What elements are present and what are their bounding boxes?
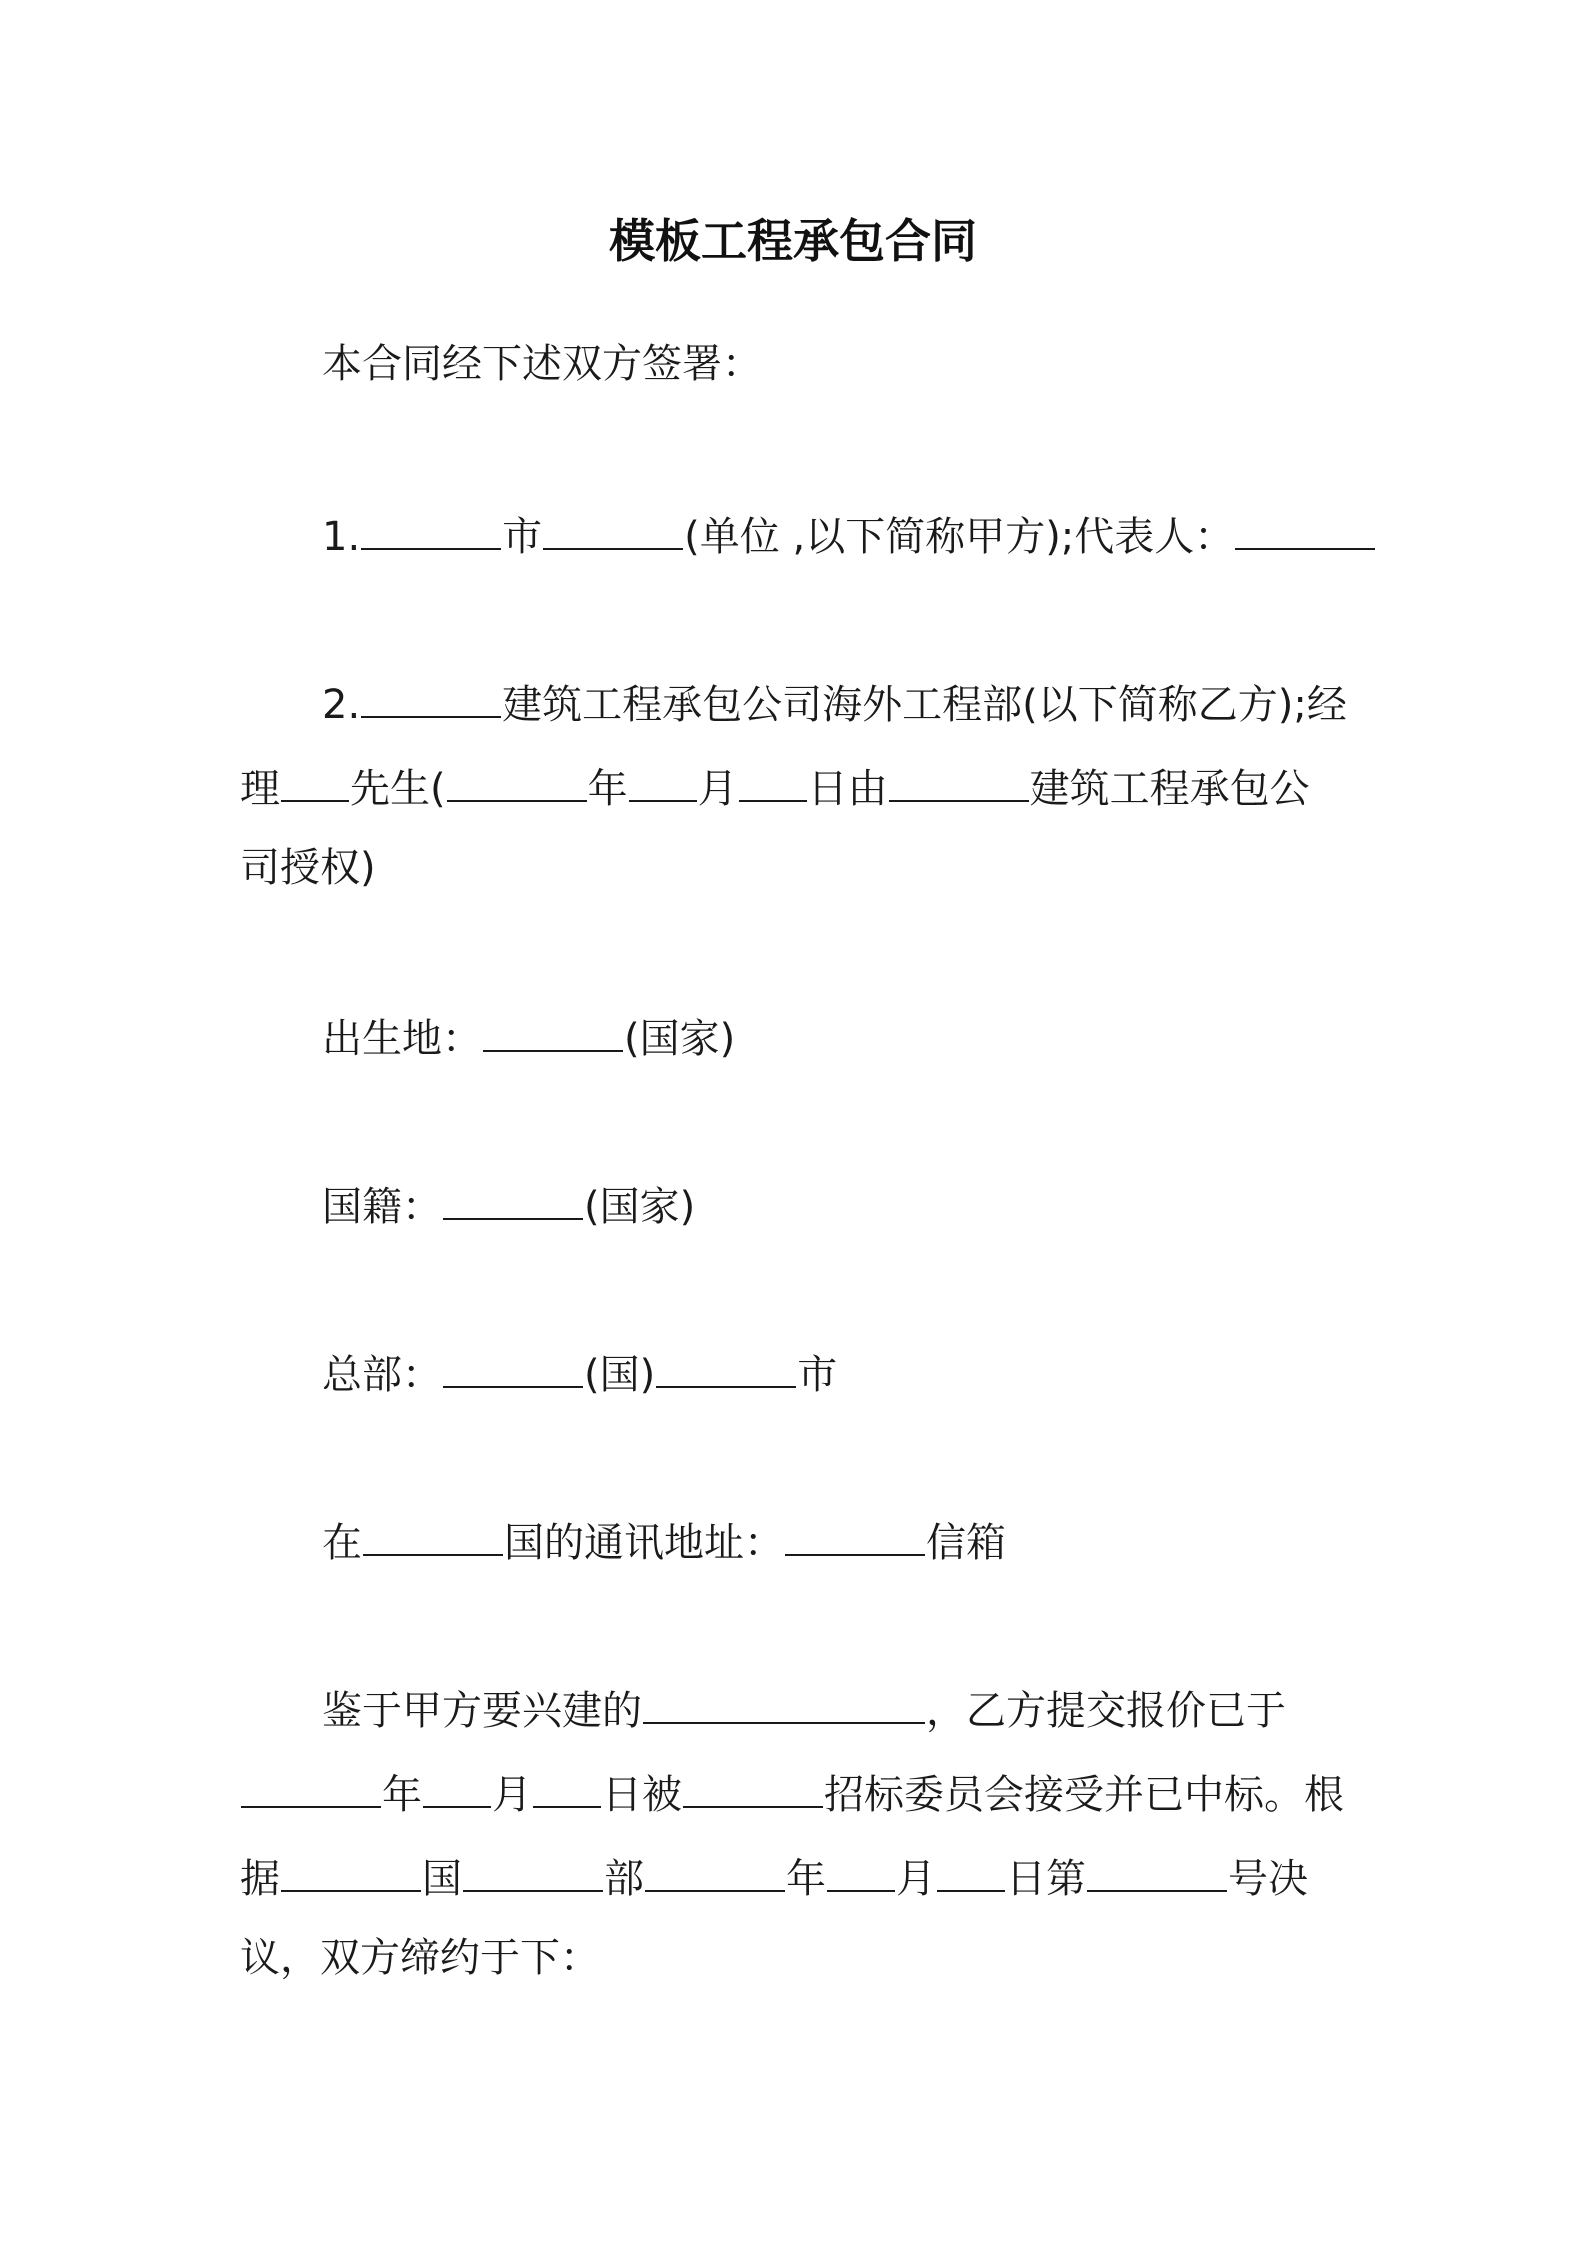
nationality-line xyxy=(322,1174,1442,1235)
recital-part1: 鉴于甲方要兴建的 xyxy=(322,1688,642,1734)
blank-field xyxy=(683,1762,823,1808)
birthplace-label: 出生地： xyxy=(322,1016,482,1062)
party-a-unit-note: (单位 ,以下简称甲方);代表人： xyxy=(684,514,1235,560)
blank-field xyxy=(423,1762,491,1808)
party-b-mr: 先生( xyxy=(350,766,446,812)
recital-line-2 xyxy=(240,1762,1360,1823)
address-line xyxy=(322,1510,1442,1571)
blank-field xyxy=(656,1342,796,1388)
recital-day-no: 日第 xyxy=(1006,1856,1086,1902)
headquarters-city: 市 xyxy=(797,1352,838,1398)
recital-year: 年 xyxy=(382,1772,422,1818)
party-a-city-label: 市 xyxy=(502,514,543,560)
recital-tail: 议，双方缔约于下： xyxy=(240,1935,600,1981)
blank-field xyxy=(645,1846,785,1892)
blank-field xyxy=(361,672,501,718)
blank-field xyxy=(1235,504,1375,550)
blank-field xyxy=(739,756,807,802)
address-suffix: 信箱 xyxy=(926,1520,1006,1566)
party-b-auth-tail: 司授权) xyxy=(240,845,376,891)
party-b-line-2 xyxy=(240,756,1360,817)
party-a-line xyxy=(322,504,1442,565)
party-b-line-1 xyxy=(322,672,1442,733)
recital-country: 国 xyxy=(422,1856,462,1902)
blank-field xyxy=(629,756,697,802)
blank-field xyxy=(281,756,349,802)
party-b-year: 年 xyxy=(587,766,628,812)
nationality-suffix: (国家) xyxy=(584,1184,696,1230)
intro-line xyxy=(322,336,1442,392)
blank-field xyxy=(1087,1846,1227,1892)
blank-field xyxy=(447,756,587,802)
birthplace-suffix: (国家) xyxy=(624,1016,736,1062)
party-b-day-from: 日由 xyxy=(807,766,888,812)
party-b-month: 月 xyxy=(697,766,738,812)
blank-field xyxy=(443,1174,583,1220)
party-b-auth-company: 建筑工程承包公 xyxy=(1029,766,1310,812)
headquarters-line xyxy=(322,1342,1442,1403)
recital-dept: 部 xyxy=(604,1856,644,1902)
recital-year2: 年 xyxy=(786,1856,826,1902)
blank-field xyxy=(281,1846,421,1892)
blank-field xyxy=(363,1510,503,1556)
blank-field xyxy=(483,1006,623,1052)
blank-field xyxy=(889,756,1029,802)
recital-line-3 xyxy=(240,1846,1360,1907)
recital-line-1 xyxy=(322,1678,1442,1739)
recital-part2: ，乙方提交报价已于 xyxy=(926,1688,1286,1734)
headquarters-country: (国) xyxy=(584,1352,656,1398)
recital-day-by: 日被 xyxy=(602,1772,682,1818)
party-a-number: 1. xyxy=(322,514,361,560)
blank-field xyxy=(937,1846,1005,1892)
blank-field xyxy=(543,504,683,550)
blank-field xyxy=(533,1762,601,1808)
blank-field xyxy=(827,1846,895,1892)
recital-month2: 月 xyxy=(896,1856,936,1902)
recital-according: 据 xyxy=(240,1856,280,1902)
document-title: 模板工程承包合同 xyxy=(609,214,977,268)
recital-committee: 招标委员会接受并已中标。根 xyxy=(824,1772,1344,1818)
intro-text: 本合同经下述双方签署： xyxy=(322,341,762,387)
blank-field xyxy=(643,1678,925,1724)
recital-resolution: 号决 xyxy=(1228,1856,1308,1902)
blank-field xyxy=(785,1510,925,1556)
recital-month: 月 xyxy=(492,1772,532,1818)
blank-field xyxy=(443,1342,583,1388)
blank-field xyxy=(241,1762,381,1808)
birthplace-line xyxy=(322,1006,1442,1067)
headquarters-label: 总部： xyxy=(322,1352,442,1398)
party-b-line-3 xyxy=(240,840,1360,896)
blank-field xyxy=(361,504,501,550)
party-b-company: 建筑工程承包公司海外工程部(以下简称乙方);经 xyxy=(502,682,1347,728)
blank-field xyxy=(463,1846,603,1892)
nationality-label: 国籍： xyxy=(322,1184,442,1230)
party-b-number: 2. xyxy=(322,682,361,728)
recital-line-4 xyxy=(240,1930,1360,1986)
address-middle: 国的通讯地址： xyxy=(504,1520,784,1566)
party-b-manager-prefix: 理 xyxy=(240,766,280,812)
address-prefix: 在 xyxy=(322,1520,362,1566)
